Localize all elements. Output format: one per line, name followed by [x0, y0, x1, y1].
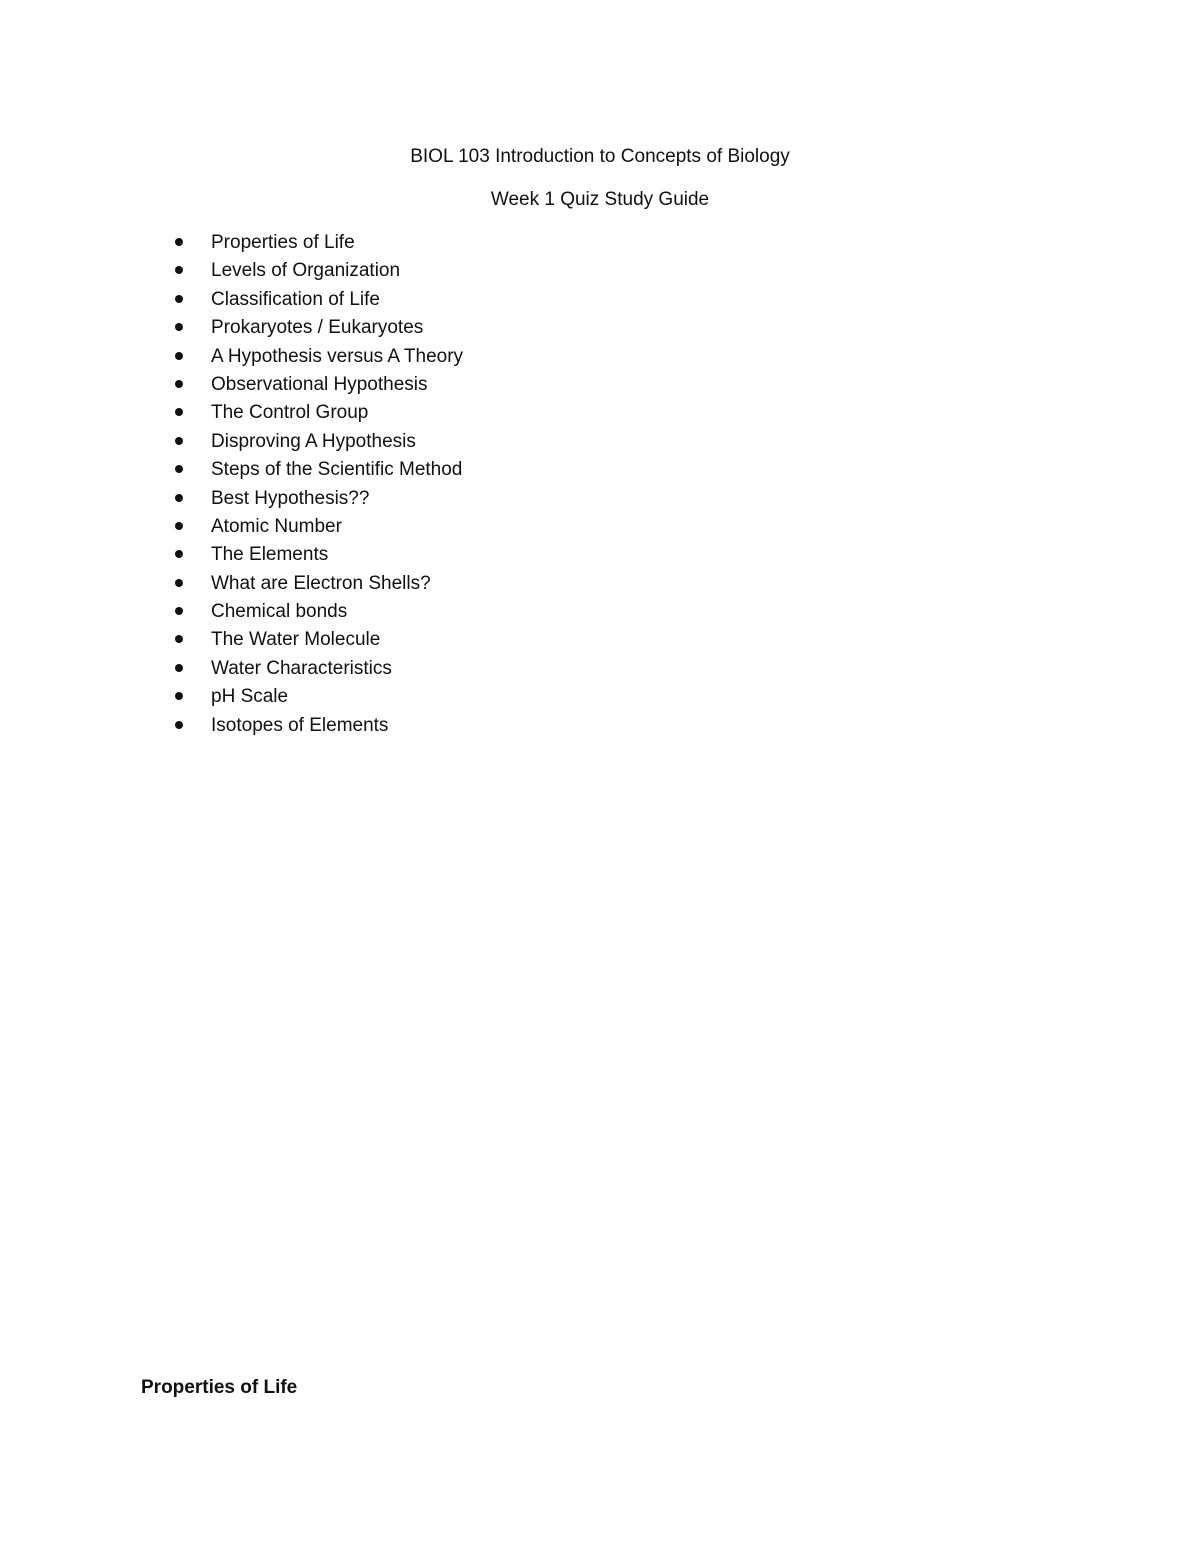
section-heading: Properties of Life: [141, 1377, 298, 1398]
bullet-icon: [175, 721, 183, 729]
bullet-icon: [175, 607, 183, 615]
list-item: [211, 316, 463, 344]
course-title: BIOL 103 Introduction to Concepts of Biology: [410, 146, 790, 167]
list-item-text: The Control Group: [211, 402, 369, 424]
list-item: [211, 487, 463, 515]
list-item: [211, 515, 463, 543]
bullet-icon: [175, 635, 183, 643]
list-item-text: pH Scale: [211, 686, 289, 708]
bullet-icon: [175, 550, 183, 558]
list-item-text: Isotopes of Elements: [211, 714, 389, 736]
list-item-text: The Elements: [211, 544, 329, 566]
list-item: [211, 572, 463, 600]
list-item-text: Chemical bonds: [211, 601, 348, 623]
bullet-icon: [175, 408, 183, 416]
list-item-text: What are Electron Shells?: [211, 572, 431, 594]
list-item: [211, 430, 463, 458]
list-item: [211, 231, 463, 259]
list-item-text: Best Hypothesis??: [211, 487, 370, 509]
list-item: [211, 259, 463, 287]
list-item-text: Classification of Life: [211, 288, 380, 310]
bullet-icon: [175, 323, 183, 331]
list-item-text: Atomic Number: [211, 515, 342, 537]
bullet-icon: [175, 494, 183, 502]
list-item: [211, 685, 463, 713]
list-item: [211, 401, 463, 429]
bullet-icon: [175, 465, 183, 473]
list-item: [211, 288, 463, 316]
list-item: [211, 657, 463, 685]
bullet-icon: [175, 664, 183, 672]
bullet-icon: [175, 437, 183, 445]
topic-list: [211, 231, 463, 742]
list-item-text: A Hypothesis versus A Theory: [211, 345, 464, 367]
list-item: [211, 458, 463, 486]
study-guide-subtitle: Week 1 Quiz Study Guide: [490, 189, 710, 210]
list-item-text: Levels of Organization: [211, 260, 401, 282]
list-item: [211, 543, 463, 571]
list-item: [211, 373, 463, 401]
list-item: [211, 345, 463, 373]
list-item-text: Steps of the Scientific Method: [211, 459, 463, 481]
bullet-icon: [175, 579, 183, 587]
bullet-icon: [175, 266, 183, 274]
list-item: [211, 628, 463, 656]
bullet-icon: [175, 238, 183, 246]
bullet-icon: [175, 692, 183, 700]
bullet-icon: [175, 522, 183, 530]
bullet-icon: [175, 295, 183, 303]
list-item: [211, 600, 463, 628]
bullet-icon: [175, 352, 183, 360]
list-item: [211, 714, 463, 742]
list-item-text: Disproving A Hypothesis: [211, 430, 416, 452]
list-item-text: The Water Molecule: [211, 629, 381, 651]
list-item-text: Prokaryotes / Eukaryotes: [211, 317, 424, 339]
bullet-icon: [175, 380, 183, 388]
list-item-text: Properties of Life: [211, 232, 355, 253]
list-item-text: Water Characteristics: [211, 657, 392, 679]
list-item-text: Observational Hypothesis: [211, 373, 428, 395]
